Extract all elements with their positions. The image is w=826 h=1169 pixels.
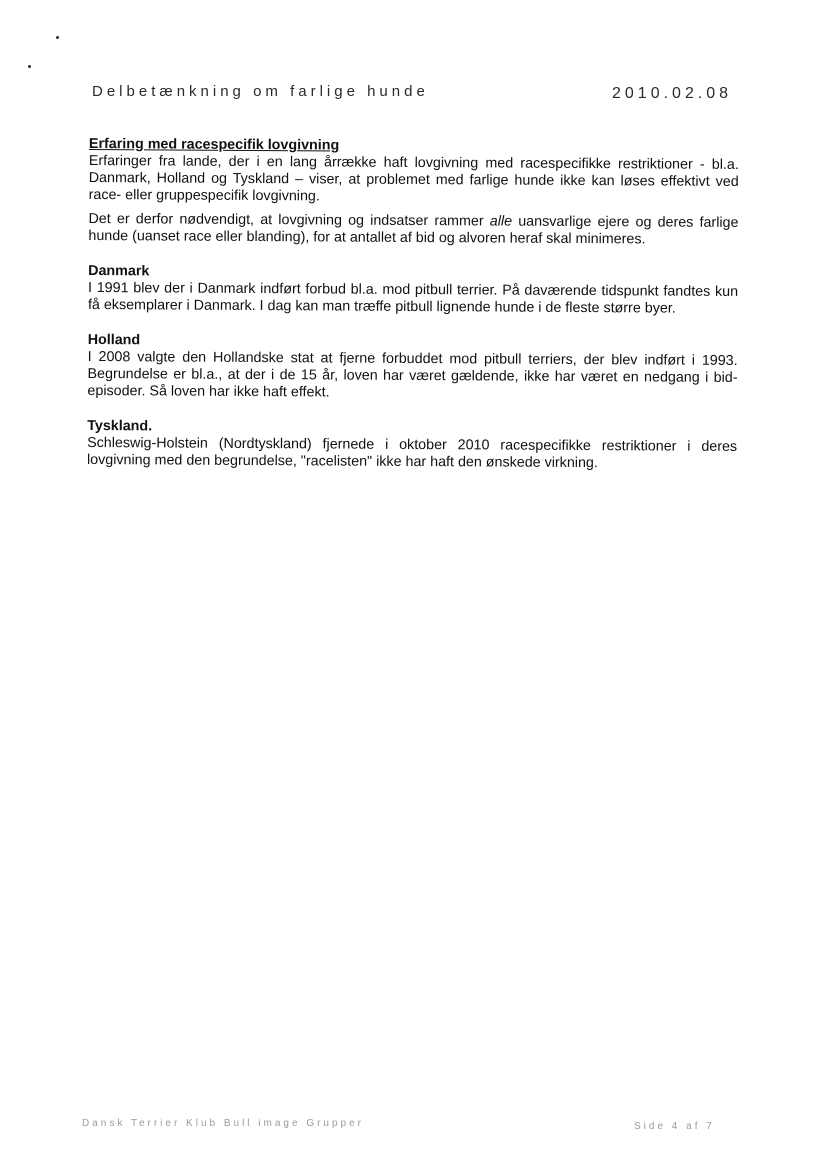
heading-tyskland: Tyskland. — [87, 417, 153, 435]
header-date: 2010.02.08 — [612, 85, 733, 102]
emphasis-alle: alle — [489, 213, 513, 230]
necessity-paragraph — [88, 211, 738, 249]
necessity-text-end: uansvarlige ejere og deres farlige hunde (uanset race eller blanding), for at antallet af bid og alvoren heraf skal minimeres. — [88, 213, 739, 248]
document-body — [87, 136, 739, 473]
intro-paragraph: Erfaringer fra lande, der i en lang årrække haft lovgivning med racespecifikke restriktioner - bl.a. Danmark, Holland og Tyskland – viser, at problemet med farlige hunde ikke kan løses effektivt ved race- eller gruppespecifik lovgivning. — [88, 152, 739, 205]
scan-speck — [28, 65, 31, 68]
paragraph-danmark: I 1991 blev der i Danmark indført forbud bl.a. mod pitbull terrier. På daværende tidspunkt fandtes kun få eksemplarer i Danmark. I dag kan man træffe pitbull lignende hunde i de fleste større byer. — [87, 279, 739, 317]
header-title: Delbetænkning om farlige hunde — [92, 83, 429, 100]
paragraph-tyskland: Schleswig-Holstein (Nordtyskland) fjernede i oktober 2010 racespecifikke restriktioner i deres lovgivning med den begrundelse, "racelisten" ikke har haft den ønskede virkning. — [86, 434, 738, 472]
scan-speck — [56, 36, 59, 39]
heading-holland: Holland — [87, 331, 141, 349]
necessity-text-start: Det er derfor nødvendigt, at lovgivning og indsatser rammer — [88, 210, 490, 230]
footer-organization: Dansk Terrier Klub Bull image Grupper — [82, 1118, 365, 1129]
footer-page-number: Side 4 af 7 — [634, 1121, 715, 1132]
heading-danmark: Danmark — [88, 262, 150, 280]
paragraph-holland: I 2008 valgte den Hollandske stat at fjerne forbuddet mod pitbull terriers, der blev indført i 1993. Begrundelse er bl.a., at der i de 15 år, loven har været gældende, ikke har været en nedgang i bid-episoder. Så loven har ikke haft effekt. — [87, 348, 738, 401]
section-title: Erfaring med racespecifik lovgivning — [88, 136, 340, 154]
